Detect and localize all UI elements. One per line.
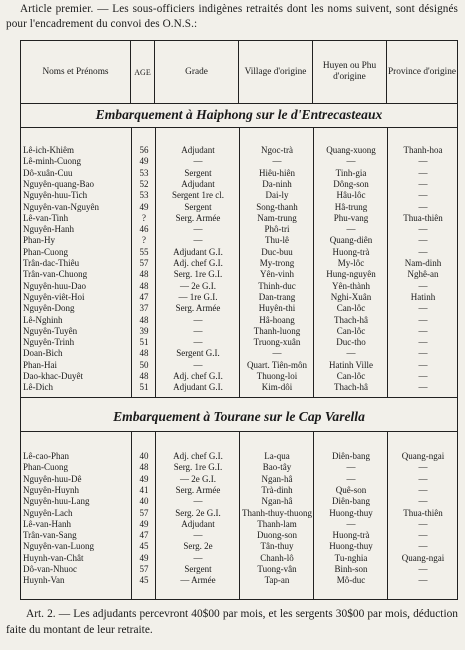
column-divider: [313, 127, 314, 397]
header-age: AGE: [131, 41, 155, 103]
cell-name: Doan-Bich: [23, 348, 63, 359]
cell-name: Nguyên-huu-Tich: [23, 190, 88, 201]
cell-age: 49: [139, 201, 149, 212]
cell-name: Huynh-van-Chât: [23, 552, 84, 563]
cell-prov: Thua-thiên: [403, 507, 443, 518]
cell-village: My-trong: [259, 258, 295, 268]
column-divider: [131, 431, 132, 600]
cell-grade: — Armée: [180, 575, 216, 586]
cell-village: Tân-thuy: [260, 541, 294, 552]
cell-name: Dô-xuân-Cuu: [23, 167, 73, 178]
cell-grade: —: [193, 496, 203, 507]
cell-grade: Serg. 2e G.I.: [175, 507, 221, 518]
cell-age: 37: [139, 303, 149, 314]
cell-name: Lê-van-Hanh: [23, 518, 71, 529]
cell-age: 41: [139, 484, 149, 495]
header-name: Noms et Prénoms: [21, 41, 131, 103]
cell-grade: Adj. chef G.I.: [173, 371, 223, 381]
cell-huyen: Thach-hâ: [334, 314, 368, 325]
cell-village: Ngan-hâ: [261, 473, 293, 484]
cell-prov: —: [418, 178, 428, 189]
cell-age: 53: [139, 167, 149, 178]
cell-name: Trân-dac-Thiêu: [23, 258, 80, 268]
column-divider: [387, 127, 388, 397]
cell-age: 51: [139, 382, 149, 393]
cell-huyen: Quang-xuong: [326, 145, 376, 155]
cell-grade: Sergent 1re cl.: [171, 190, 225, 201]
cell-village: Thuong-loi: [256, 371, 298, 381]
cell-age: 48: [139, 280, 149, 291]
cell-name: Nguyên-viêt-Hoi: [23, 291, 85, 302]
cell-prov: —: [418, 156, 428, 167]
cell-prov: —: [418, 462, 428, 473]
cell-prov: —: [418, 348, 428, 359]
cell-prov: —: [418, 337, 428, 348]
cell-age: 47: [139, 291, 149, 302]
cell-name: Nguyên-Dong: [23, 303, 75, 314]
cell-age: 52: [139, 178, 149, 189]
cell-grade: Serg. Armée: [175, 484, 221, 495]
cell-name: Nguyên-Huynh: [23, 484, 79, 495]
cell-huyen: Huong-trà: [332, 246, 370, 257]
cell-grade: Adj. chef G.I.: [173, 258, 223, 268]
cell-age: 50: [139, 359, 149, 370]
cell-village: Thanh-thuy-thuong: [242, 507, 312, 518]
cell-huyen: —: [346, 224, 356, 235]
cell-grade: —: [193, 235, 203, 246]
cell-name: Nguyên-Hanh: [23, 224, 74, 235]
cell-name: Nguyên-Trinh: [23, 337, 75, 348]
cell-prov: —: [418, 190, 428, 201]
article-2-paragraph: Art. 2. — Les adjudants percevront 40$00 par mois, et les sergents 30$00 par mois, déduction faite du montant de leur retraite.: [6, 608, 458, 636]
cell-village: Thu-lê: [265, 235, 289, 246]
cell-grade: Adj. chef G.I.: [173, 451, 223, 461]
cell-age: 56: [139, 145, 149, 155]
cell-name: Dao-khac-Duyêt: [23, 371, 83, 381]
cell-grade: — 2e G.I.: [180, 280, 216, 291]
cell-age: 57: [139, 507, 149, 518]
cell-name: Phan-Hai: [23, 359, 57, 370]
cell-age: ?: [142, 235, 146, 246]
cell-huyen: Binh-son: [334, 564, 368, 574]
cell-grade: Adjudant G.I.: [173, 246, 223, 257]
cell-huyen: Diên-bang: [332, 496, 370, 507]
cell-grade: —: [193, 156, 203, 167]
cell-name: Nguyên-huu-Dê: [23, 473, 82, 484]
cell-huyen: Duc-tho: [336, 337, 366, 348]
cell-prov: —: [418, 246, 428, 257]
cell-age: 57: [139, 564, 149, 574]
cell-village: Nam-trung: [257, 212, 297, 223]
intro-paragraph: Article premier. — Les sous-officiers indigènes retraités dont les noms suivent, sont désignés pour l'encadrement du convoi des O.N.S.:: [6, 3, 458, 30]
cell-prov: Hatinh: [410, 291, 436, 302]
cell-village: Yên-vinh: [260, 269, 294, 280]
cell-grade: —: [193, 359, 203, 370]
cell-grade: —: [193, 337, 203, 348]
cell-name: Nguyên-Tuyên: [23, 325, 78, 336]
cell-prov: —: [418, 564, 428, 574]
cell-grade: Sergent: [184, 201, 212, 212]
cell-prov: —: [418, 224, 428, 235]
cell-village: Da-ninh: [262, 178, 292, 189]
cell-prov: —: [418, 325, 428, 336]
cell-age: 51: [139, 337, 149, 348]
header-province: Province d'origine: [387, 66, 457, 77]
cell-name: Phan-Cuong: [23, 462, 68, 473]
cell-age: 48: [139, 462, 149, 473]
cell-age: 46: [139, 224, 149, 235]
cell-grade: — 2e G.I.: [180, 473, 216, 484]
column-divider: [387, 431, 388, 600]
header-huyen: Huyen ou Phu d'origine: [313, 41, 387, 103]
cell-grade: Sergent: [184, 564, 212, 574]
column-divider: [155, 431, 156, 600]
cell-age: 48: [139, 371, 149, 381]
cell-prov: —: [418, 382, 428, 393]
cell-age: 55: [139, 246, 149, 257]
cell-name: Nguyên-van-Nguyên: [23, 201, 99, 212]
cell-age: 49: [139, 473, 149, 484]
cell-prov: —: [418, 314, 428, 325]
cell-name: Nguyên-huu-Lang: [23, 496, 90, 507]
cell-village: Duong-son: [257, 530, 297, 541]
cell-huyen: Tu-nghia: [334, 552, 368, 563]
cell-age: 40: [139, 496, 149, 507]
cell-village: Song-thanh: [256, 201, 298, 212]
cell-name: Lê-Nghinh: [23, 314, 63, 325]
header-grade: Grade: [155, 41, 239, 103]
cell-village: Tap-an: [264, 575, 290, 586]
cell-village: Bao-tây: [262, 462, 292, 473]
cell-village: Quart. Tiên-môn: [246, 359, 307, 370]
cell-prov: —: [418, 280, 428, 291]
cell-village: Thanh-lam: [257, 518, 297, 529]
cell-age: 49: [139, 518, 149, 529]
cell-grade: Serg. Armée: [175, 303, 221, 314]
cell-village: Hâ-hoang: [259, 314, 295, 325]
cell-grade: Serg. 1re G.I.: [173, 462, 223, 473]
cell-huyen: Quê-son: [335, 484, 367, 495]
cell-name: Nguyên-huu-Dao: [23, 280, 86, 291]
cell-huyen: Huong-trà: [332, 530, 370, 541]
cell-huyen: Yên-thành: [332, 280, 370, 291]
cell-name: Nguyên-van-Luong: [23, 541, 94, 552]
cell-huyen: My-lôc: [337, 258, 365, 268]
cell-huyen: —: [346, 518, 356, 529]
cell-village: Thanh-luong: [253, 325, 301, 336]
cell-grade: —: [193, 552, 203, 563]
cell-name: Lê-Dich: [23, 382, 53, 393]
cell-grade: —: [193, 224, 203, 235]
cell-huyen: Nghi-Xuân: [330, 291, 372, 302]
cell-prov: —: [418, 359, 428, 370]
column-divider: [155, 127, 156, 397]
cell-name: Trân-van-Chuong: [23, 269, 88, 280]
cell-grade: Sergent: [184, 167, 212, 178]
cell-village: Ngan-hâ: [261, 496, 293, 507]
header-village: Village d'origine: [239, 41, 313, 103]
cell-village: La-qua: [264, 451, 290, 461]
cell-huyen: Can-lôc: [336, 303, 366, 314]
column-divider: [131, 127, 132, 397]
cell-prov: Nam-dinh: [404, 258, 442, 268]
cell-grade: Serg. 2e: [183, 541, 213, 552]
cell-prov: —: [418, 575, 428, 586]
cell-prov: Thanh-hoa: [403, 145, 443, 155]
cell-grade: Sergent G.I.: [176, 348, 220, 359]
cell-village: Phô-tri: [264, 224, 290, 235]
cell-prov: —: [418, 541, 428, 552]
cell-village: Kim-dôi: [261, 382, 293, 393]
cell-grade: —: [193, 325, 203, 336]
cell-prov: —: [418, 235, 428, 246]
column-divider: [313, 431, 314, 600]
cell-age: 48: [139, 348, 149, 359]
section-title-tourane: Embarquement à Tourane sur le Cap Varella: [113, 409, 365, 424]
cell-village: Ngoc-trà: [261, 145, 293, 155]
cell-prov: —: [418, 530, 428, 541]
cell-name: Lê-cao-Phan: [23, 451, 69, 461]
cell-prov: —: [418, 371, 428, 381]
cell-huyen: Tinh-gia: [335, 167, 367, 178]
cell-huyen: Hung-nguyên: [326, 269, 376, 280]
cell-age: 49: [139, 552, 149, 563]
cell-age: 40: [139, 451, 149, 461]
cell-age: 48: [139, 269, 149, 280]
cell-huyen: —: [346, 156, 356, 167]
section-title-haiphong: Embarquement à Haiphong sur le d'Entrecasteaux: [95, 107, 383, 122]
cell-huyen: Huong-thuy: [329, 507, 373, 518]
cell-huyen: Thach-hâ: [334, 382, 368, 393]
cell-prov: —: [418, 201, 428, 212]
cell-name: Lê-ich-Khiêm: [23, 145, 74, 155]
cell-name: Phan-Cuong: [23, 246, 68, 257]
cell-grade: Serg. Armée: [175, 212, 221, 223]
cell-age: 48: [139, 314, 149, 325]
cell-name: Lê-van-Tinh: [23, 212, 69, 223]
cell-huyen: Hatinh Ville: [328, 359, 374, 370]
cell-huyen: Can-lôc: [336, 371, 366, 381]
cell-village: —: [272, 348, 282, 359]
cell-age: 47: [139, 530, 149, 541]
cell-name: Nguyên-quang-Bao: [23, 178, 94, 189]
cell-prov: Quang-ngai: [401, 451, 445, 461]
cell-age: 45: [139, 575, 149, 586]
table-header: [21, 41, 457, 104]
cell-age: 57: [139, 258, 149, 268]
cell-prov: Nghê-an: [407, 269, 439, 280]
cell-name: Trân-van-Sang: [23, 530, 77, 541]
cell-prov: Thua-thiên: [403, 212, 443, 223]
cell-prov: —: [418, 518, 428, 529]
cell-grade: — 1re G.I.: [178, 291, 218, 302]
cell-age: 49: [139, 156, 149, 167]
cell-age: ?: [142, 212, 146, 223]
cell-grade: Adjudant G.I.: [173, 382, 223, 393]
cell-village: Duc-buu: [261, 246, 293, 257]
cell-village: —: [272, 156, 282, 167]
cell-huyen: Dông-son: [333, 178, 369, 189]
cell-grade: Serg. 1re G.I.: [173, 269, 223, 280]
cell-grade: —: [193, 530, 203, 541]
cell-huyen: Phu-vang: [333, 212, 369, 223]
cell-village: Thinh-duc: [258, 280, 296, 291]
cell-grade: Adjudant: [181, 145, 215, 155]
cell-name: Huynh-Van: [23, 575, 65, 586]
cell-prov: Quang-ngai: [401, 552, 445, 563]
section-divider: [21, 397, 457, 398]
cell-village: Dan-trang: [258, 291, 296, 302]
cell-village: Hiêu-hiên: [259, 167, 295, 178]
cell-village: Tuong-vân: [257, 564, 297, 574]
cell-huyen: Hâ-trung: [334, 201, 368, 212]
convoy-table: [20, 40, 458, 600]
cell-village: Dai-ly: [265, 190, 289, 201]
cell-huyen: Can-lôc: [336, 325, 366, 336]
cell-village: Trà-dinh: [261, 484, 293, 495]
cell-huyen: Diên-bang: [332, 451, 370, 461]
cell-prov: —: [418, 496, 428, 507]
cell-name: Dô-van-Nhuoc: [23, 564, 77, 574]
cell-grade: Adjudant: [181, 518, 215, 529]
cell-age: 53: [139, 190, 149, 201]
cell-name: Nguyên-Lach: [23, 507, 73, 518]
cell-huyen: Quang-diên: [329, 235, 373, 246]
cell-grade: —: [193, 314, 203, 325]
column-divider: [239, 431, 240, 600]
cell-huyen: —: [346, 462, 356, 473]
cell-grade: Adjudant: [181, 178, 215, 189]
cell-prov: —: [418, 484, 428, 495]
cell-huyen: Mô-duc: [336, 575, 366, 586]
cell-huyen: —: [346, 473, 356, 484]
cell-village: Huyên-thi: [258, 303, 296, 314]
cell-huyen: Hâu-lôc: [336, 190, 366, 201]
cell-village: Chanh-lô: [260, 552, 294, 563]
cell-huyen: Huong-thuy: [329, 541, 373, 552]
cell-age: 39: [139, 325, 149, 336]
column-divider: [239, 127, 240, 397]
cell-village: Truong-xuân: [253, 337, 301, 348]
cell-prov: —: [418, 473, 428, 484]
cell-name: Lê-minh-Cuong: [23, 156, 81, 167]
cell-huyen: —: [346, 348, 356, 359]
cell-age: 45: [139, 541, 149, 552]
cell-prov: —: [418, 303, 428, 314]
cell-name: Phan-Hy: [23, 235, 55, 246]
cell-prov: —: [418, 167, 428, 178]
